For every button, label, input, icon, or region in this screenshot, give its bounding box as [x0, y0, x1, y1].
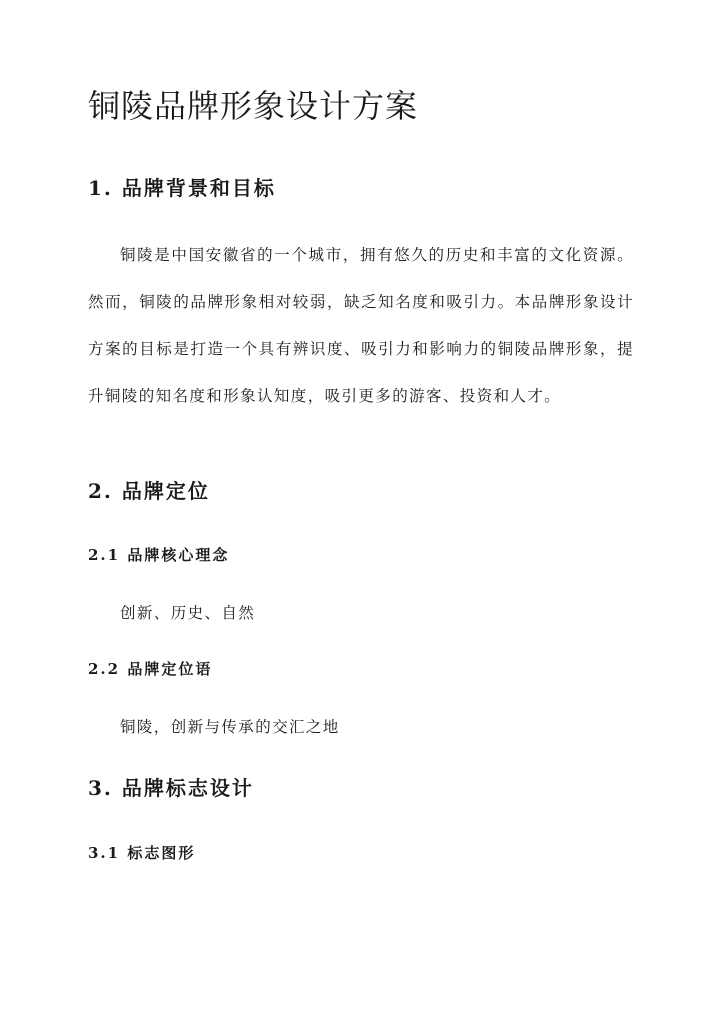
subsection-text-core-concept: 创新、历史、自然 [120, 604, 256, 622]
section-heading-brand-positioning: 2. 品牌定位 [88, 479, 210, 503]
subsection-heading-logo-graphic: 3.1 标志图形 [88, 844, 196, 862]
section-paragraph-brand-background: 铜陵是中国安徽省的一个城市，拥有悠久的历史和丰富的文化资源。然而，铜陵的品牌形象相对较弱，缺乏知名度和吸引力。本品牌形象设计方案的目标是打造一个具有辨识度、吸引力和影响力的铜陵品牌形象，提升铜陵的知名度和形象认知度，吸引更多的游客、投资和人才。 [88, 246, 634, 405]
subsection-heading-core-concept: 2.1 品牌核心理念 [88, 546, 230, 564]
document-title: 铜陵品牌形象设计方案 [88, 87, 419, 125]
subsection-text-positioning-slogan: 铜陵，创新与传承的交汇之地 [120, 718, 340, 736]
section-heading-logo-design: 3. 品牌标志设计 [88, 776, 254, 800]
section-heading-brand-background: 1. 品牌背景和目标 [88, 176, 276, 200]
subsection-heading-positioning-slogan: 2.2 品牌定位语 [88, 660, 213, 678]
